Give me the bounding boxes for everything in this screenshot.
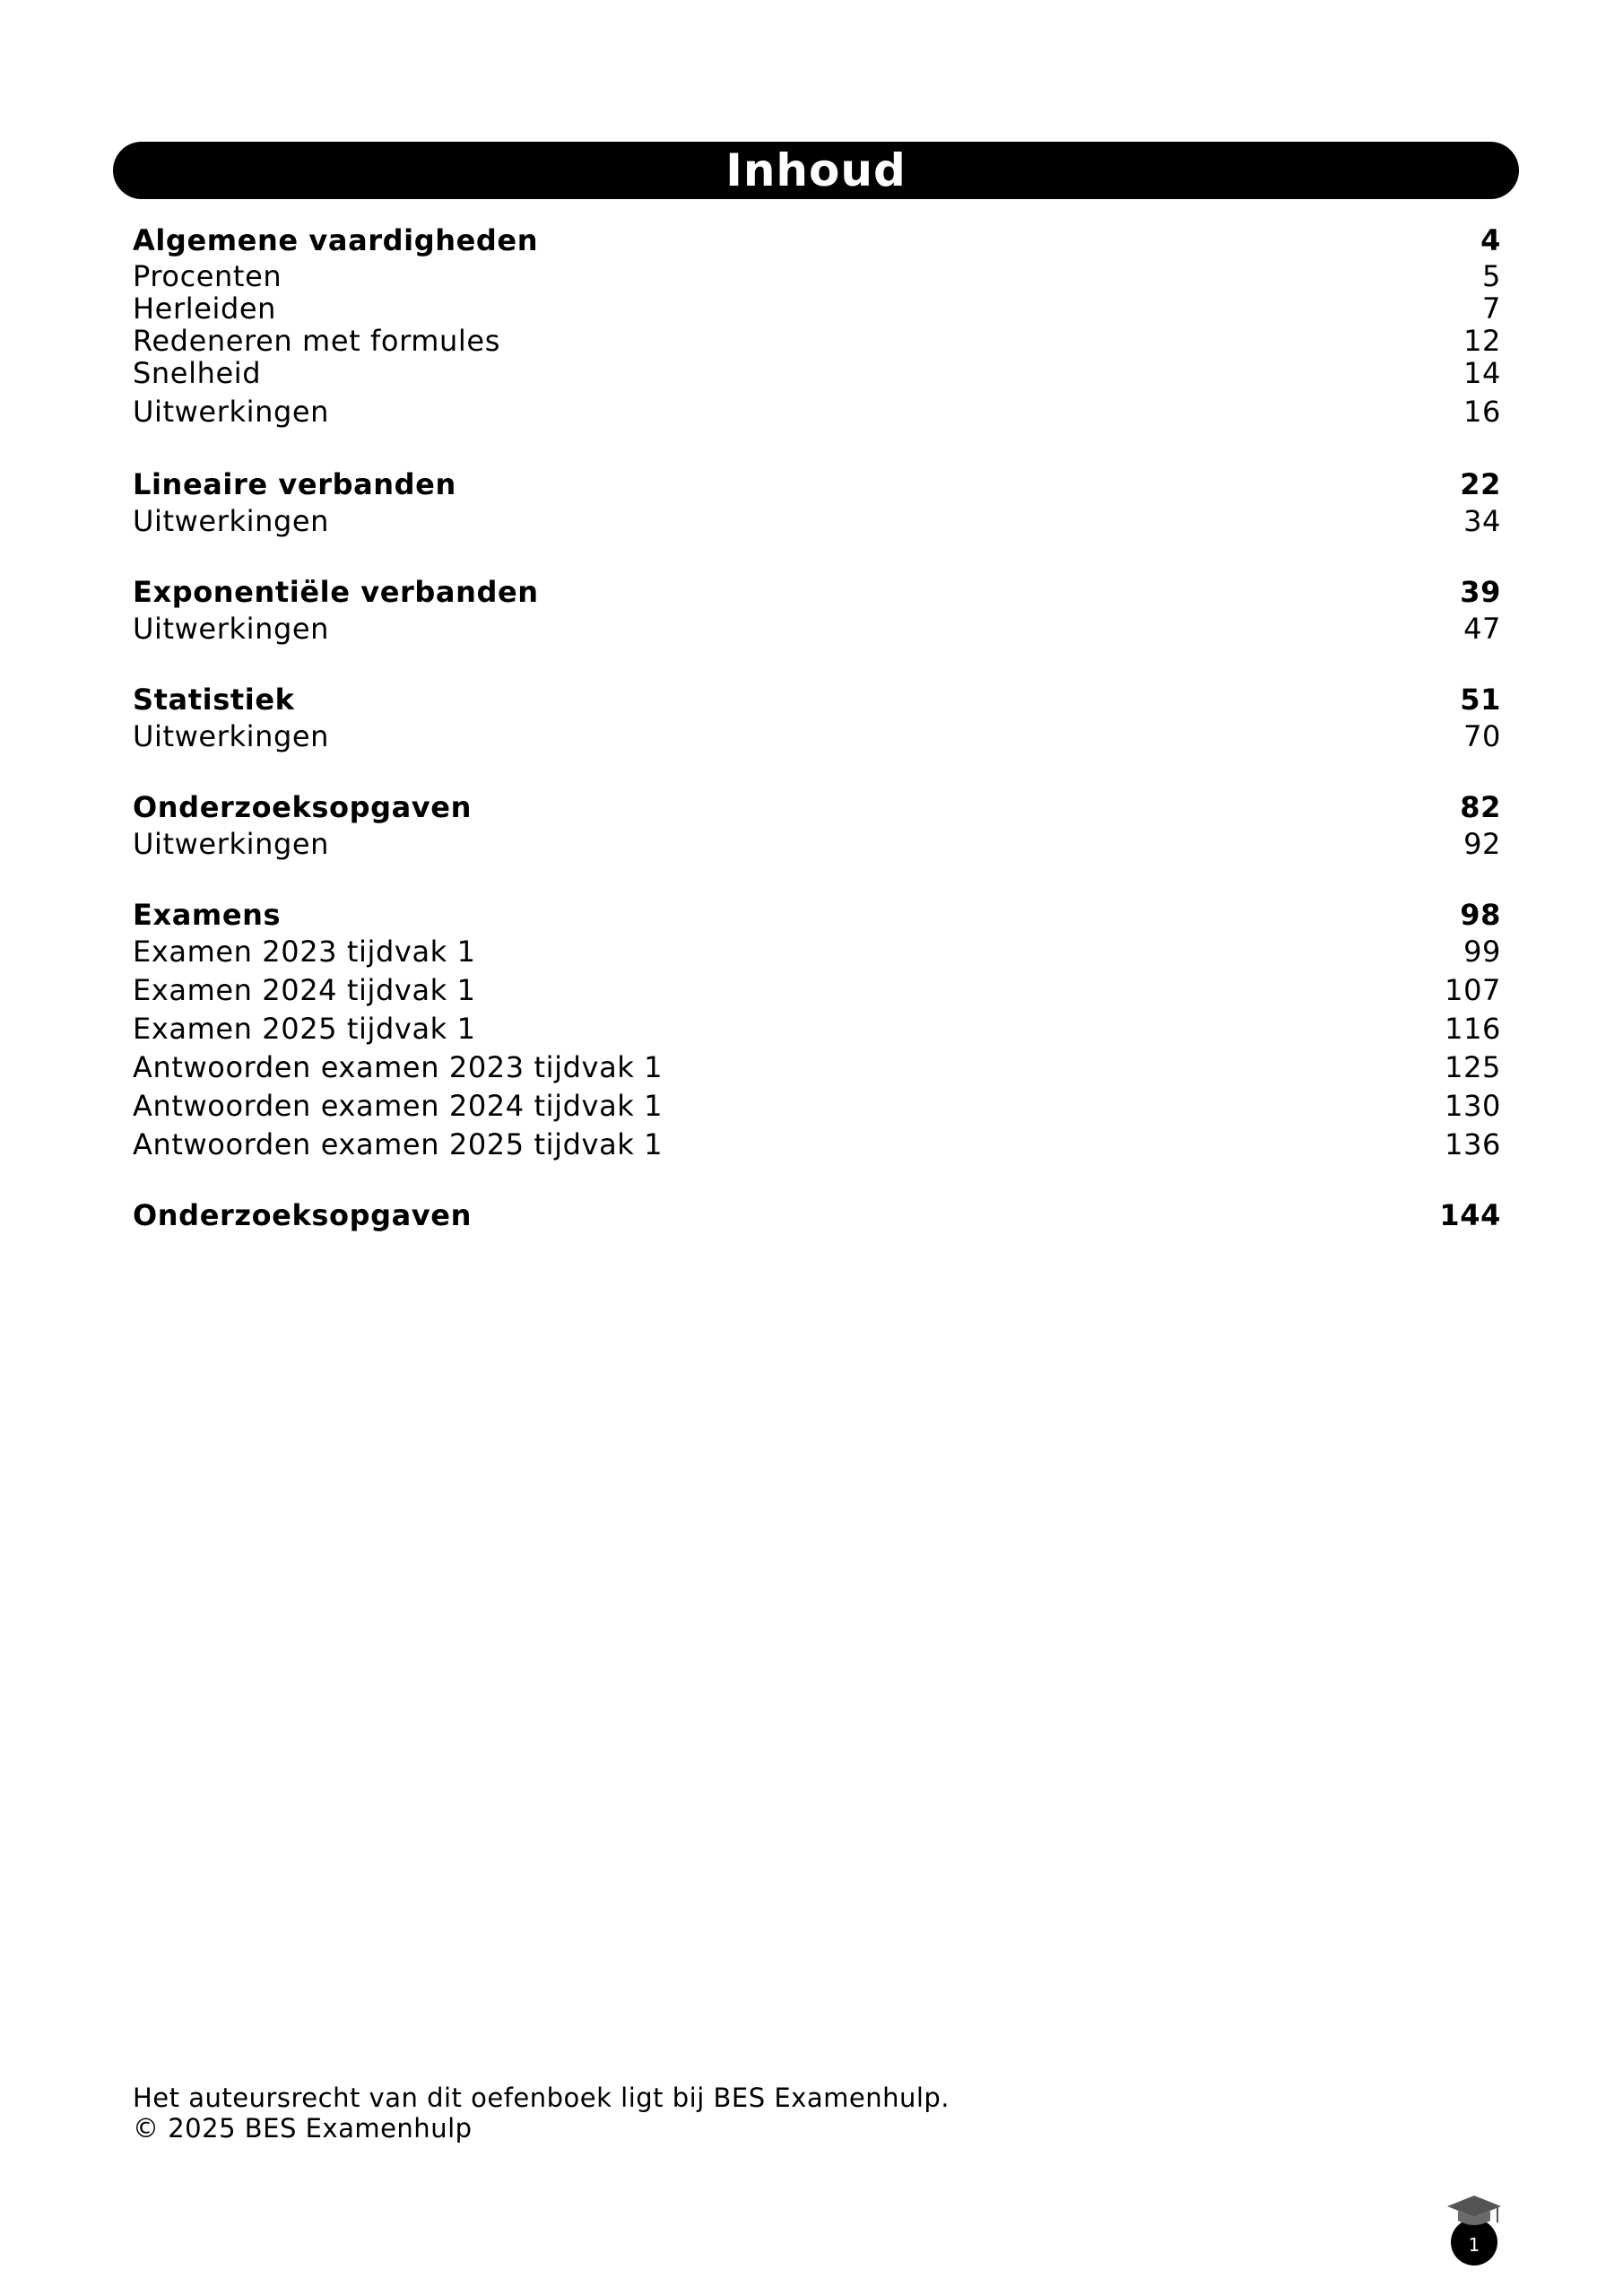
toc-item-label: Uitwerkingen (133, 612, 330, 646)
toc-item-page: 14 (1463, 356, 1501, 390)
copyright-text: Het auteursrecht van dit oefenboek ligt bij BES Examenhulp. (133, 2083, 950, 2113)
toc-item-page: 116 (1445, 1012, 1501, 1046)
toc-item-label: Uitwerkingen (133, 395, 330, 429)
toc-section-page: 51 (1460, 683, 1501, 717)
toc-item[interactable] (133, 396, 1501, 429)
toc-item-page: 7 (1482, 291, 1501, 326)
toc-section-heading[interactable] (133, 789, 1501, 825)
page-title: Inhoud (725, 144, 907, 196)
graduation-cap-icon (1445, 2194, 1503, 2267)
toc-item[interactable] (133, 357, 1501, 390)
toc-item[interactable] (133, 1128, 1501, 1161)
toc-item-label: Antwoorden examen 2023 tijdvak 1 (133, 1050, 664, 1084)
toc-item-label: Antwoorden examen 2024 tijdvak 1 (133, 1089, 664, 1123)
toc-item-page: 125 (1445, 1050, 1501, 1084)
toc-section-heading[interactable] (133, 1197, 1501, 1233)
toc-item[interactable] (133, 1051, 1501, 1084)
toc-item[interactable] (133, 935, 1501, 969)
toc-item[interactable] (133, 974, 1501, 1007)
toc-item-label: Redeneren met formules (133, 324, 500, 358)
toc-item-page: 70 (1463, 719, 1501, 753)
toc-item-page: 34 (1463, 504, 1501, 538)
toc-section-title: Examens (133, 898, 282, 932)
toc-item[interactable] (133, 828, 1501, 861)
toc-item-page: 12 (1463, 324, 1501, 358)
toc-item-page: 47 (1463, 612, 1501, 646)
toc-item[interactable] (133, 1013, 1501, 1046)
toc-section (133, 897, 1501, 1161)
toc-item-label: Snelheid (133, 356, 262, 390)
toc-item-label: Uitwerkingen (133, 827, 330, 861)
toc-item[interactable] (133, 325, 1501, 358)
toc-item-label: Uitwerkingen (133, 504, 330, 538)
toc-section (133, 1197, 1501, 1233)
title-bar (113, 142, 1519, 199)
toc-section-page: 144 (1439, 1198, 1501, 1232)
toc-item-page: 107 (1445, 973, 1501, 1007)
toc-item-label: Examen 2023 tijdvak 1 (133, 935, 476, 969)
toc-section (133, 466, 1501, 538)
toc-section-title: Onderzoeksopgaven (133, 790, 472, 824)
toc-item-page: 92 (1463, 827, 1501, 861)
toc-item[interactable] (133, 505, 1501, 538)
toc-section (133, 222, 1501, 429)
toc-item-page: 136 (1445, 1127, 1501, 1161)
copyright-footer (133, 2083, 950, 2144)
toc-section-heading[interactable] (133, 574, 1501, 610)
toc-section-page: 22 (1460, 467, 1501, 501)
toc-item-page: 99 (1463, 935, 1501, 969)
toc-item-label: Examen 2025 tijdvak 1 (133, 1012, 476, 1046)
toc-section-heading[interactable] (133, 682, 1501, 718)
toc-item-label: Examen 2024 tijdvak 1 (133, 973, 476, 1007)
toc-section (133, 682, 1501, 753)
toc-item[interactable] (133, 613, 1501, 646)
toc-section-title: Statistiek (133, 683, 295, 717)
toc-section-heading[interactable] (133, 897, 1501, 933)
toc-item[interactable] (133, 1090, 1501, 1123)
toc-item-label: Uitwerkingen (133, 719, 330, 753)
toc-item[interactable] (133, 260, 1501, 293)
cap-board (1447, 2196, 1501, 2217)
toc-section-page: 39 (1460, 575, 1501, 609)
toc-section (133, 574, 1501, 646)
copyright-year-text: © 2025 BES Examenhulp (133, 2113, 473, 2144)
toc-item-page: 16 (1463, 395, 1501, 429)
toc-item-page: 5 (1482, 259, 1501, 293)
toc-section-title: Lineaire verbanden (133, 467, 456, 501)
toc-item-label: Procenten (133, 259, 282, 293)
toc-section (133, 789, 1501, 861)
page-number: 1 (1468, 2234, 1480, 2256)
toc-section-title: Onderzoeksopgaven (133, 1198, 472, 1232)
toc-section-heading[interactable] (133, 466, 1501, 502)
toc-item-label: Herleiden (133, 291, 277, 326)
toc-item-page: 130 (1445, 1089, 1501, 1123)
toc-item[interactable] (133, 292, 1501, 326)
toc-item-label: Antwoorden examen 2025 tijdvak 1 (133, 1127, 664, 1161)
toc-section-page: 82 (1460, 790, 1501, 824)
toc-section-title: Algemene vaardigheden (133, 223, 539, 257)
toc-section-page: 4 (1480, 223, 1501, 257)
toc-section-title: Exponentiële verbanden (133, 575, 539, 609)
toc-item[interactable] (133, 720, 1501, 753)
toc-section-page: 98 (1460, 898, 1501, 932)
toc-section-heading[interactable] (133, 222, 1501, 258)
